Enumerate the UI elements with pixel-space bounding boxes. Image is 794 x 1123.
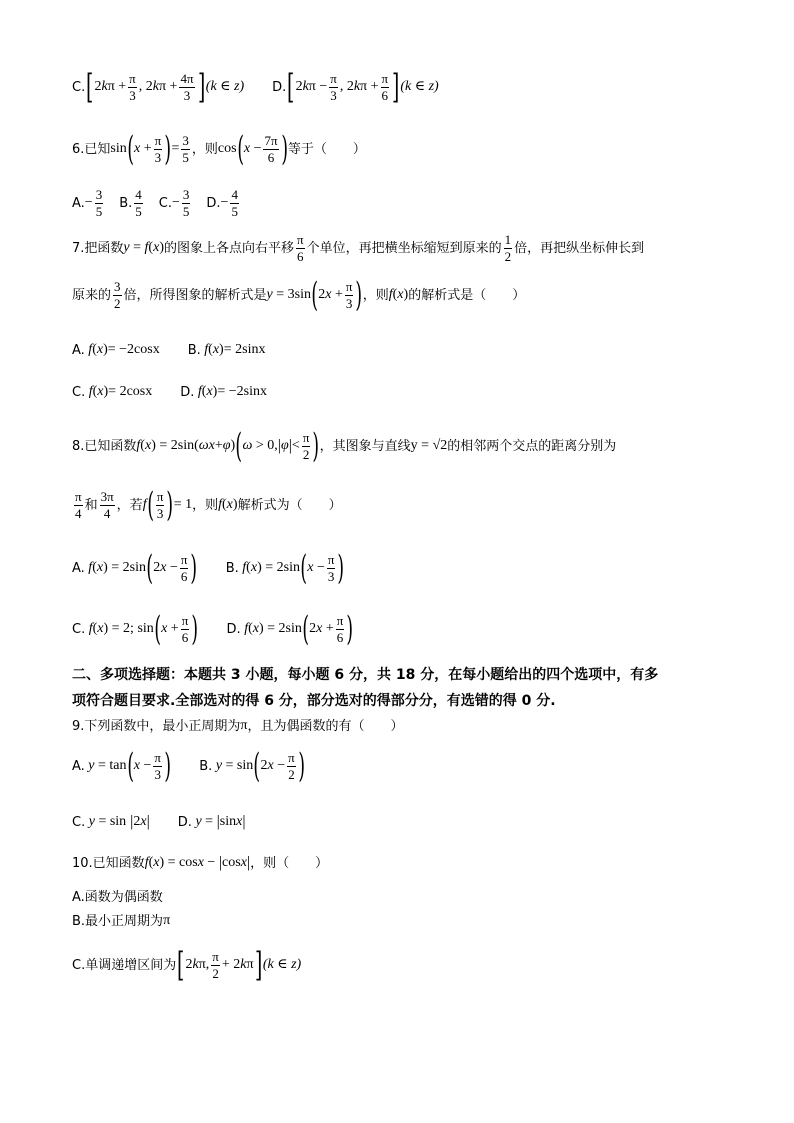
q8-options-cd: C. f ( x ) = 2; sin ( x + $\frac{\pi}{6}$ ) D. f ( x ) = 2sin ( 2 x + $\frac{\pi}{6}$ ) bbox=[72, 609, 354, 649]
q9-text: ，且为偶函数的有（ ） bbox=[247, 718, 404, 734]
q7-stem-line2: 原来的 $\frac{3}{2}$ 倍，所得图象的解析式是 y = 3sin ( 2 x + $\frac{\pi}{3}$ ) ，则 f ( x ) 的解析式是（ ） bbox=[72, 275, 526, 315]
q6-sin: sin bbox=[110, 141, 127, 157]
q5-options-row: C. [ 2 k π + $\frac{\pi}{3}$ , 2 k π + $\frac{4\pi}{3}$ ] (k ∈ z) D. [ 2 k π − $\frac{\pi}{3}$ , 2 k π + $\frac{\pi}{6}$ ] (k ∈ z) bbox=[72, 67, 439, 107]
q7-option-b: B. bbox=[187, 342, 201, 358]
q7-text: ，则 bbox=[362, 287, 389, 303]
q6-option-a: A. bbox=[72, 195, 85, 211]
q6-stem: 6.已知 sin ( x + $\frac{\pi}{3}$ ) = $\frac{3}{5}$ ，则 cos ( x − $\frac{7\pi}{6}$ ) 等于（ ） bbox=[72, 129, 366, 169]
q6-cos: cos bbox=[217, 141, 237, 157]
q9-option-b: B. bbox=[199, 758, 213, 774]
q8-options-ab: A. f ( x ) = 2sin ( 2 x − $\frac{\pi}{6}$ ) B. f ( x ) = 2sin ( x − $\frac{\pi}{3}$ ) bbox=[72, 548, 345, 588]
q8-text: ，则 bbox=[192, 497, 219, 513]
q10-text: 10.已知函数 bbox=[72, 855, 145, 871]
q8-text: ，其图象与直线 bbox=[319, 438, 411, 454]
q7-option-a: A. bbox=[72, 342, 85, 358]
q8-text: = 1 bbox=[173, 497, 193, 513]
q10-option-b: B.最小正周期为 π bbox=[72, 913, 171, 929]
q7-option-d-expr: = −2sinx bbox=[217, 384, 267, 399]
q6-tail: 等于（ ） bbox=[287, 141, 366, 157]
q7-text: 倍，所得图象的解析式是 bbox=[123, 287, 267, 303]
q7-stem-line1: 7.把函数 y = f ( x ) 的图象上各点向右平移 $\frac{\pi}{6}$ 个单位，再把横坐标缩短到原来的 $\frac{1}{2}$ 倍，再把纵坐标伸长到 bbox=[72, 232, 645, 264]
q5-option-d-k: (k ∈ z) bbox=[400, 79, 439, 95]
q10-option-c-label: C.单调递增区间为 bbox=[72, 957, 177, 973]
q8-option-b: B. bbox=[225, 560, 239, 576]
q9-option-a: A. bbox=[72, 758, 85, 774]
q7-text: 原来的 bbox=[72, 287, 112, 303]
q9-option-c: C. bbox=[72, 814, 86, 830]
q7-text: 的图象上各点向右平移 bbox=[163, 240, 294, 256]
q8-text: 的相邻两个交点的距离分别为 bbox=[447, 438, 617, 454]
q5-option-d-label: D. bbox=[272, 79, 287, 95]
q10-option-c-k: (k ∈ z) bbox=[262, 957, 302, 973]
q7-text: 倍，再把纵坐标伸长到 bbox=[514, 240, 645, 256]
q9-text: 9.下列函数中，最小正周期为 bbox=[72, 718, 241, 734]
section2-heading-line2: 项符合题目要求.全部选对的得 6 分，部分选对的得部分分，有选错的得 0 分. bbox=[72, 693, 556, 709]
q6-option-b: B. bbox=[119, 195, 133, 211]
q6-then: ，则 bbox=[191, 141, 218, 157]
q8-option-a: A. bbox=[72, 560, 85, 576]
q9-stem: 9.下列函数中，最小正周期为 π ，且为偶函数的有（ ） bbox=[72, 718, 404, 734]
q8-text: 解析式为（ ） bbox=[237, 497, 342, 513]
q5-option-c-k: (k ∈ z) bbox=[205, 79, 245, 95]
q7-option-c: C. bbox=[72, 384, 86, 400]
q6-option-c: C. bbox=[158, 195, 172, 211]
q8-text: 8.已知函数 bbox=[72, 438, 137, 454]
q8-stem-line1: 8.已知函数 f ( x ) = 2sin( ωx + φ ) ( ω > 0, | φ | < $\frac{\pi}{2}$ ) ，其图象与直线 y = √2 的相邻两个交点的距离分别为 bbox=[72, 426, 617, 466]
q6-options: A. − $\frac{3}{5}$ B. $\frac{4}{5}$ C. − $\frac{3}{5}$ D. − $\frac{4}{5}$ bbox=[72, 187, 238, 219]
q7-text: 7.把函数 bbox=[72, 240, 124, 256]
q9-options-ab: A. y = tan ( x − $\frac{\pi}{3}$ ) B. y = sin ( 2 x − $\frac{\pi}{2}$ ) bbox=[72, 746, 305, 786]
q7-option-d: D. bbox=[180, 384, 195, 400]
q6-option-d: D. bbox=[206, 195, 221, 211]
q7-option-b-expr: = 2sinx bbox=[223, 342, 266, 357]
q8-text: ，若 bbox=[116, 497, 143, 513]
q7-text: 的解析式是（ ） bbox=[408, 287, 526, 303]
q10-option-c: C.单调递增区间为 [ 2 k π, $\frac{\pi}{2}$ + 2 k π ] (k ∈ z) bbox=[72, 945, 302, 985]
q7-option-c-expr: = 2cosx bbox=[108, 384, 153, 399]
q10-text: ，则（ ） bbox=[250, 855, 329, 871]
q9-option-d: D. bbox=[177, 814, 192, 830]
q7-options-ab: A. f ( x ) = −2cosx B. f ( x ) = 2sinx bbox=[72, 342, 266, 358]
q8-stem-line2: $\frac{\pi}{4}$ 和 $\frac{3\pi}{4}$ ，若 f ( $\frac{\pi}{3}$ ) = 1 ，则 f ( x ) 解析式为（ ） bbox=[75, 485, 342, 525]
q7-option-a-expr: = −2cosx bbox=[107, 342, 160, 357]
q8-option-d: D. bbox=[226, 621, 241, 637]
q10-stem: 10.已知函数 f ( x ) = cos x − | cos x | ，则（ ） bbox=[72, 854, 329, 871]
section2-heading-line1: 二、多项选择题：本题共 3 小题，每小题 6 分，共 18 分，在每小题给出的四个选项中，有多 bbox=[72, 667, 659, 683]
q8-text: 和 bbox=[84, 497, 98, 513]
q8-option-c: C. bbox=[72, 621, 86, 637]
q7-text: 个单位，再把横坐标缩短到原来的 bbox=[306, 240, 502, 256]
q6-lead: 6.已知 bbox=[72, 141, 111, 157]
q5-option-c-label: C. bbox=[72, 79, 86, 95]
q7-options-cd: C. f ( x ) = 2cosx D. f ( x ) = −2sinx bbox=[72, 384, 267, 400]
q10-option-b-label: B.最小正周期为 bbox=[72, 913, 164, 929]
q10-option-a: A.函数为偶函数 bbox=[72, 890, 163, 905]
q9-options-cd: C. y = sin | 2 x | D. y = | sin x | bbox=[72, 813, 246, 830]
